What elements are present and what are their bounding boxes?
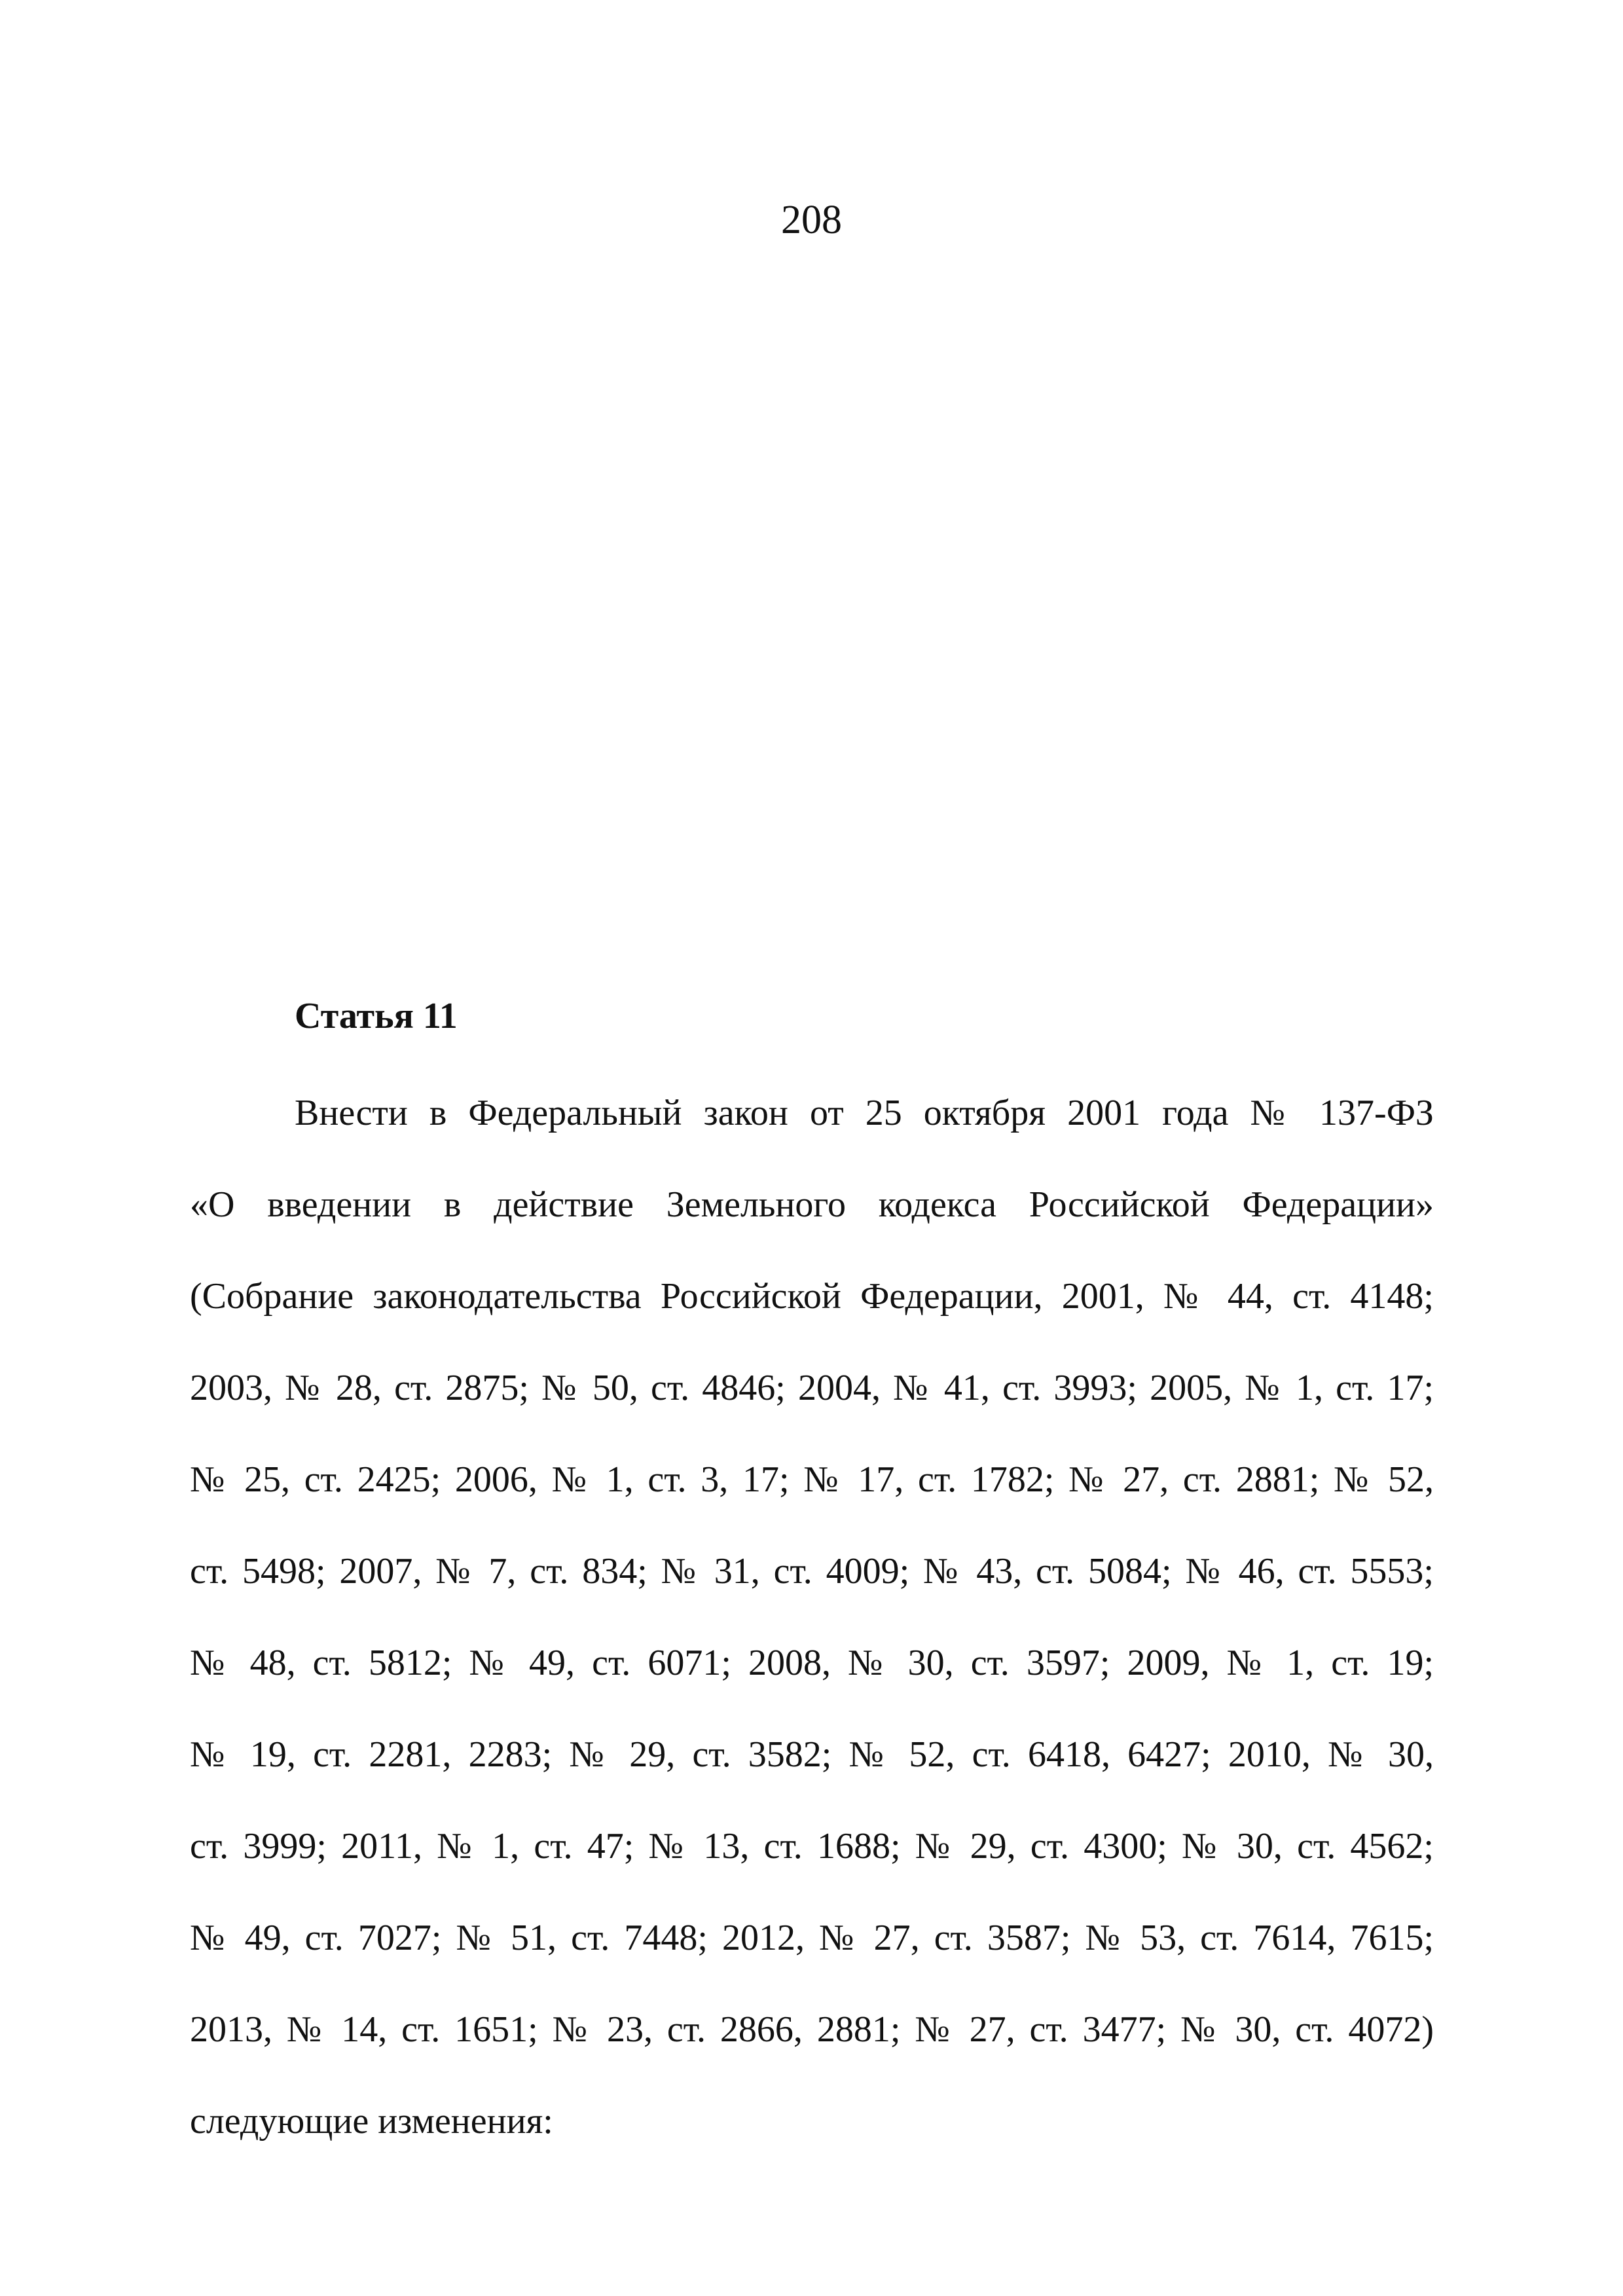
paragraph-line: № 49, ст. 7027; № 51, ст. 7448; 2012, № 27, ст. 3587; № 53, ст. 7614, 7615; xyxy=(190,1918,1434,1958)
paragraph-line: (Собрание законодательства Российской Федерации, 2001, № 44, ст. 4148; xyxy=(190,1276,1434,1317)
paragraph-line: ст. 5498; 2007, № 7, ст. 834; № 31, ст. 4009; № 43, ст. 5084; № 46, ст. 5553; xyxy=(190,1551,1434,1592)
paragraph-line: «О введении в действие Земельного кодекса Российской Федерации» xyxy=(190,1184,1434,1225)
paragraph-line: № 19, ст. 2281, 2283; № 29, ст. 3582; № 52, ст. 6418, 6427; 2010, № 30, xyxy=(190,1734,1434,1775)
paragraph-line: 2003, № 28, ст. 2875; № 50, ст. 4846; 2004, № 41, ст. 3993; 2005, № 1, ст. 17; xyxy=(190,1368,1434,1408)
paragraph-line: № 25, ст. 2425; 2006, № 1, ст. 3, 17; № 17, ст. 1782; № 27, ст. 2881; № 52, xyxy=(190,1459,1434,1500)
paragraph-line: Внести в Федеральный закон от 25 октября 2001 года № 137-ФЗ xyxy=(295,1093,1434,1133)
article-title: Статья 11 xyxy=(295,996,458,1036)
page-number: 208 xyxy=(781,198,842,242)
paragraph-line: ст. 3999; 2011, № 1, ст. 47; № 13, ст. 1688; № 29, ст. 4300; № 30, ст. 4562; xyxy=(190,1826,1434,1867)
paragraph-line: 2013, № 14, ст. 1651; № 23, ст. 2866, 2881; № 27, ст. 3477; № 30, ст. 4072) xyxy=(190,2009,1434,2050)
paragraph-line: № 48, ст. 5812; № 49, ст. 6071; 2008, № 30, ст. 3597; 2009, № 1, ст. 19; xyxy=(190,1643,1434,1683)
paragraph-line: следующие изменения: xyxy=(190,2101,553,2141)
article-body xyxy=(190,1067,1434,2167)
